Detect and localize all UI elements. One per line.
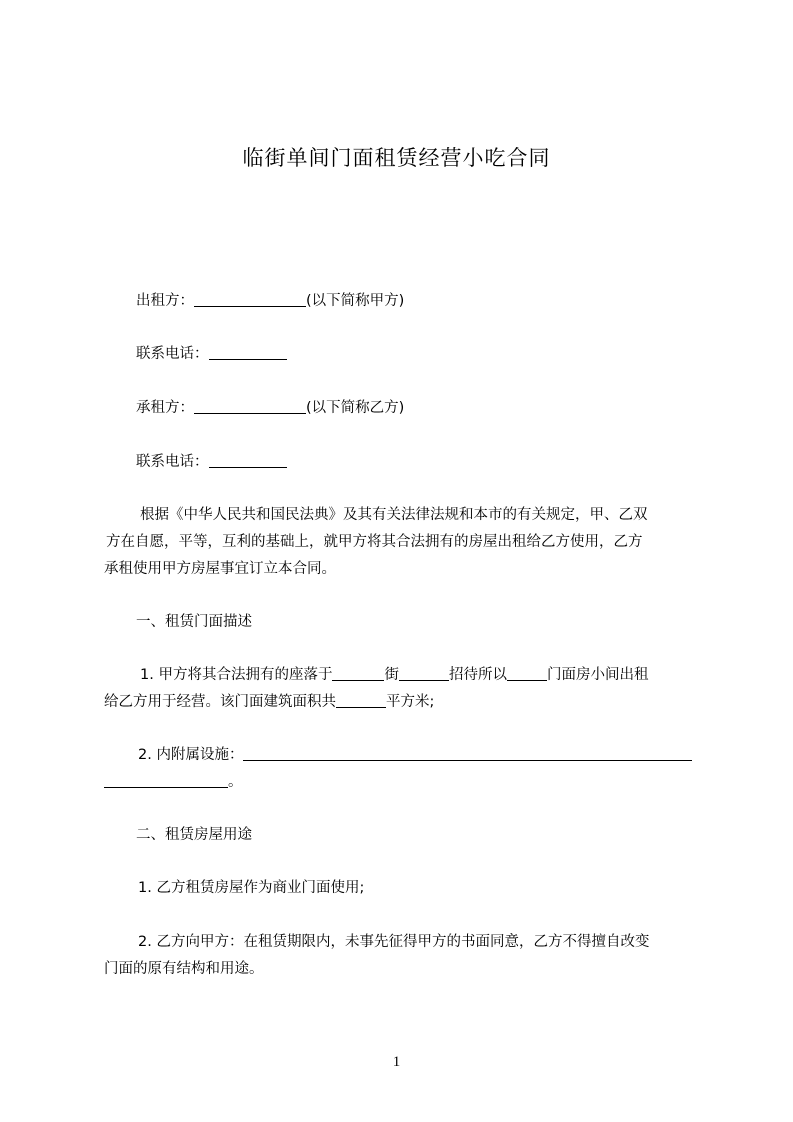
lessee-suffix: (以下简称乙方) [306,400,405,416]
lessor-phone-line [104,341,734,367]
lessor-suffix: (以下简称甲方) [306,293,405,309]
unit-blank [507,666,547,681]
page-number: 1 [392,1054,401,1070]
item-1-text-b: 街 [384,667,399,683]
section-1-item-2-line-2 [104,769,702,795]
lessee-name-blank [194,399,306,414]
section-2-item-2-line-2: 门面的原有结构和用途。 [104,961,264,977]
lessor-name-blank [194,292,306,307]
item-1-text-d: 门面房小间出租 [546,667,649,683]
lessor-line [104,288,734,314]
lessee-phone-label: 联系电话： [136,454,209,470]
location-blank [332,666,384,681]
lessee-label: 承租方： [136,400,194,416]
section-2-item-1: 1. 乙方租赁房屋作为商业门面使用; [138,880,365,896]
lessee-phone-blank [209,453,287,468]
item-1-text-a: 1. 甲方将其合法拥有的座落于 [140,667,333,683]
preamble-line-1: 根据《中华人民共和国民法典》及其有关法律法规和本市的有关规定，甲、乙双 [140,507,648,523]
street-blank [399,666,449,681]
preamble-line-3: 承租使用甲方房屋事宜订立本合同。 [104,561,336,577]
section-2-item-2-line-1: 2. 乙方向甲方：在租赁期限内，未事先征得甲方的书面同意，乙方不得擅自改变 [138,934,650,950]
section-2-heading: 二、租赁房屋用途 [136,827,252,843]
lessor-label: 出租方： [136,293,194,309]
lessee-line [104,395,734,421]
facilities-blank-1 [243,746,692,761]
preamble-line-2: 方在自愿，平等，互利的基础上，就甲方将其合法拥有的房屋出租给乙方使用，乙方 [106,534,643,550]
lessor-phone-label: 联系电话： [136,346,209,362]
item-2-end: 。 [228,774,243,790]
lessor-phone-blank [209,345,287,360]
item-1-text-e: 给乙方用于经营。该门面建筑面积共 [104,694,336,710]
lessee-phone-line [104,449,734,475]
item-1-text-f: 平方米; [386,694,435,710]
section-1-item-1-line-1 [104,662,738,688]
contract-title: 临街单间门面租赁经营小吃合同 [242,146,551,170]
section-1-item-1-line-2 [104,689,702,715]
facilities-blank-2 [104,773,228,788]
area-blank [336,693,386,708]
section-1-item-2-line-1 [104,742,736,768]
item-1-text-c: 招待所以 [448,667,507,683]
section-1-heading: 一、租赁门面描述 [136,614,252,630]
item-2-label: 2. 内附属设施： [138,747,244,763]
